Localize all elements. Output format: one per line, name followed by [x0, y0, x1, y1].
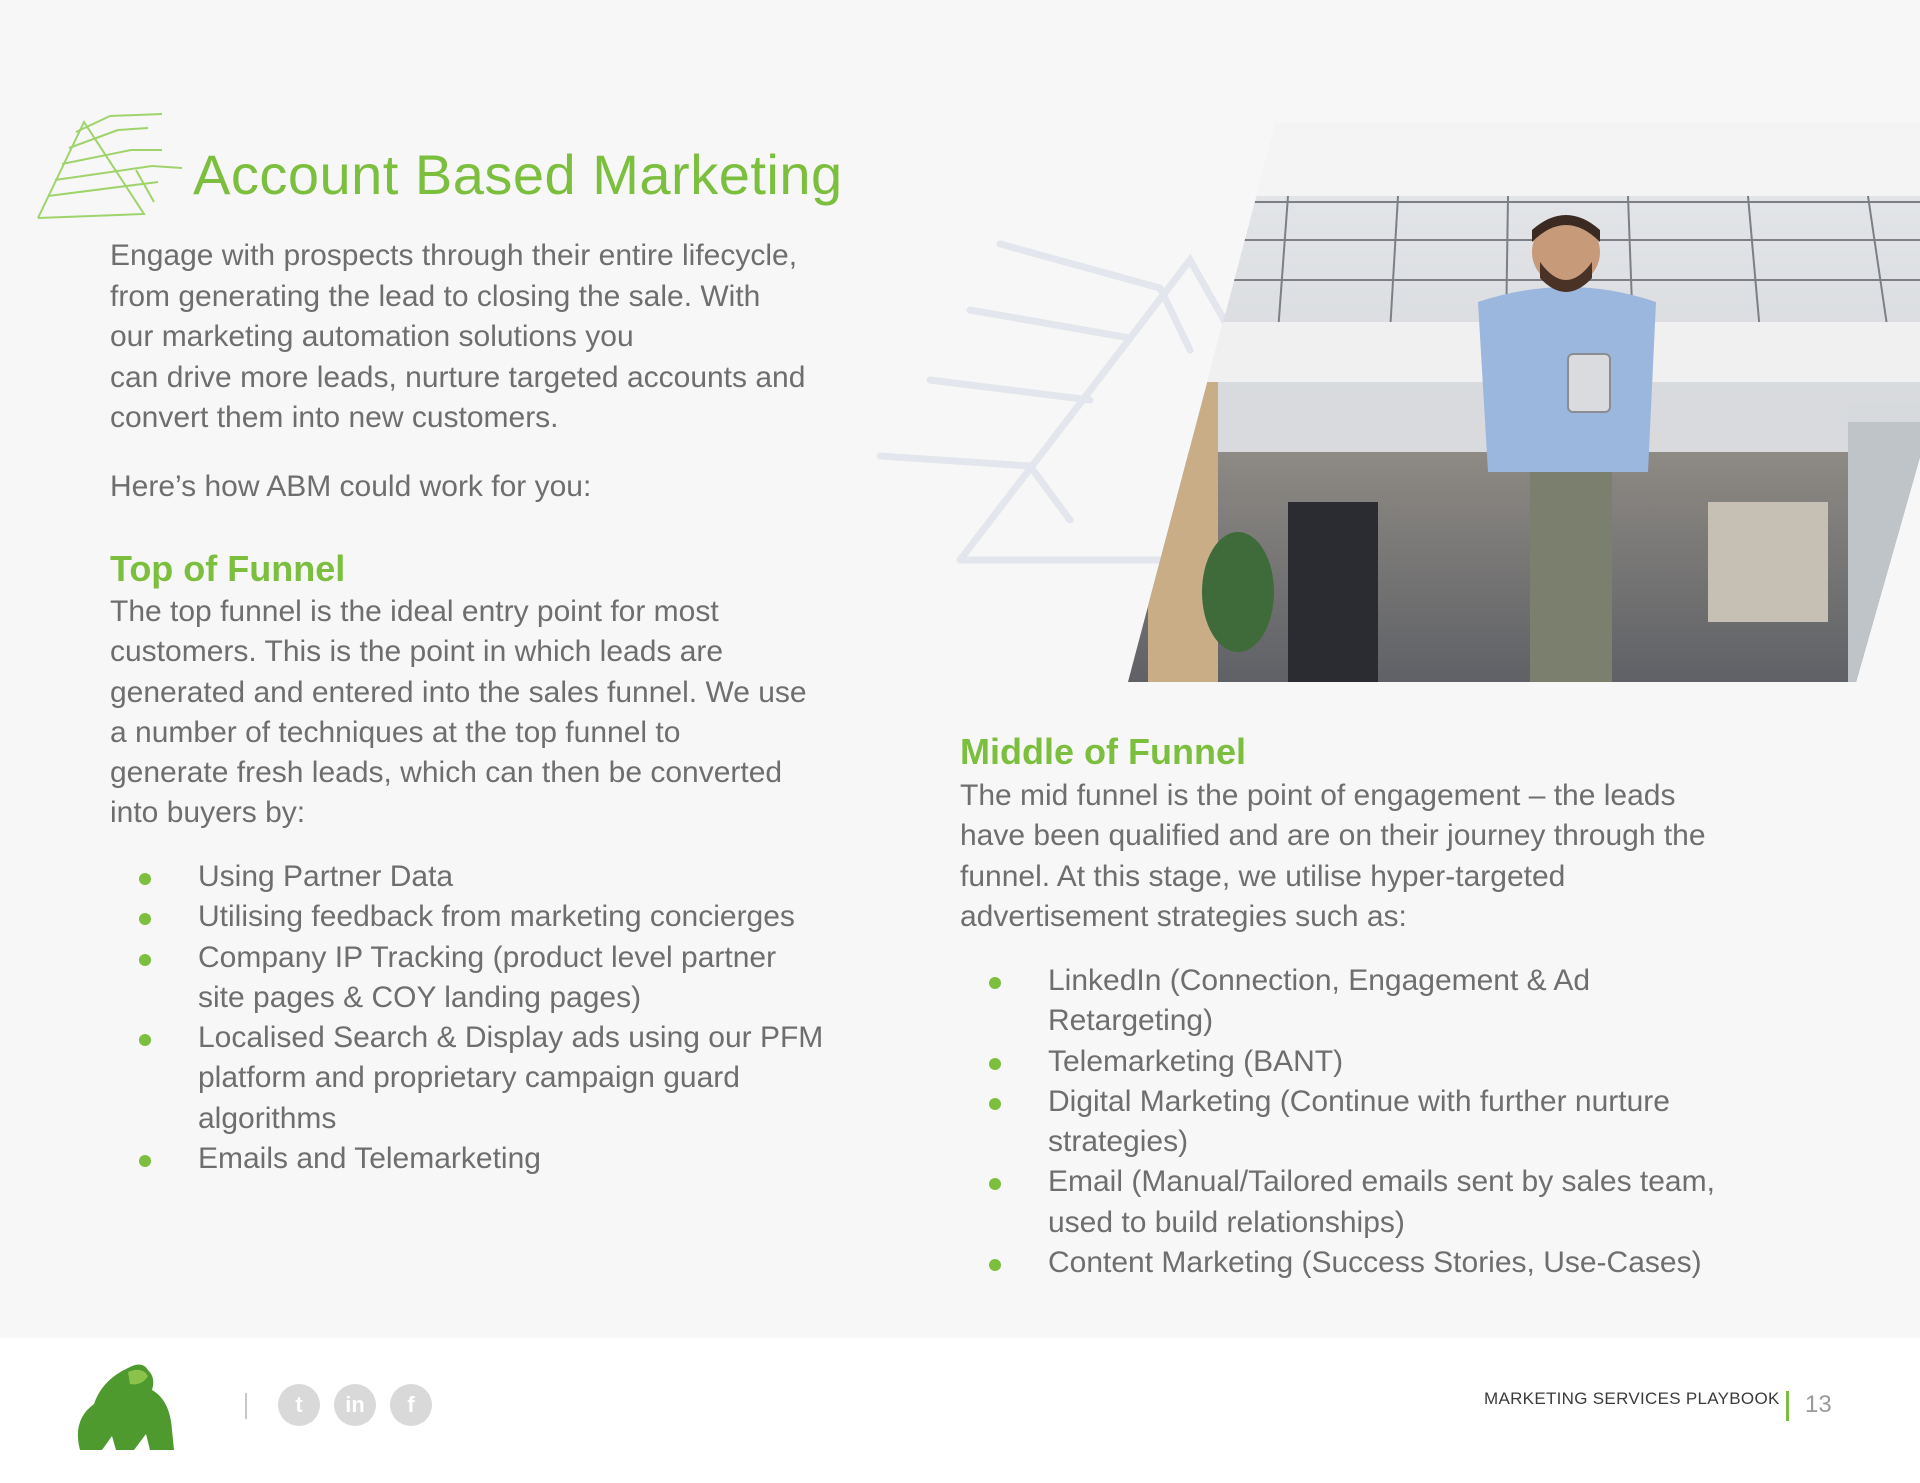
playbook-label: MARKETING SERVICES PLAYBOOK	[1484, 1389, 1780, 1408]
list-item	[110, 938, 910, 1019]
bullet-line: site pages & COY landing pages)	[198, 980, 642, 1014]
bullet-line: Company IP Tracking (product level partner	[198, 940, 777, 974]
middle-funnel-heading: Middle of Funnel	[960, 731, 1246, 772]
middle-funnel-bullets	[960, 961, 1820, 1283]
bullet-line: Utilising feedback from marketing concierges	[198, 900, 795, 934]
bullet-dot	[989, 1259, 1001, 1271]
list-item	[110, 857, 910, 897]
para-line: advertisement strategies such as:	[960, 899, 1407, 933]
linkedin-icon[interactable]: in	[334, 1384, 376, 1426]
bullet-line: platform and proprietary campaign guard	[198, 1061, 740, 1095]
bullet-dot	[139, 954, 151, 966]
office-photo	[1128, 122, 1920, 684]
bullet-line: used to build relationships)	[1048, 1205, 1405, 1239]
list-item	[960, 1042, 1820, 1082]
intro-paragraph	[110, 236, 880, 439]
intro-line: from generating the lead to closing the sale. With	[110, 279, 761, 313]
list-item	[110, 1018, 910, 1139]
page-number-divider	[1786, 1391, 1789, 1421]
page-title: Account Based Marketing	[193, 143, 843, 206]
twitter-icon[interactable]: t	[278, 1384, 320, 1426]
list-item	[960, 1243, 1820, 1283]
list-item	[960, 961, 1820, 1042]
howto-text: Here’s how ABM could work for you:	[110, 470, 592, 503]
list-item	[110, 897, 910, 937]
bullet-line: algorithms	[198, 1101, 337, 1135]
list-item	[110, 1139, 910, 1179]
middle-funnel-paragraph	[960, 776, 1820, 937]
bullet-dot	[989, 1178, 1001, 1190]
intro-line: convert them into new customers.	[110, 401, 559, 434]
para-line: generate fresh leads, which can then be converted	[110, 756, 783, 790]
para-line: a number of techniques at the top funnel to	[110, 715, 681, 749]
bullet-line: Content Marketing (Success Stories, Use-Cases)	[1048, 1246, 1702, 1280]
bullet-line: Using Partner Data	[198, 860, 454, 893]
intro-line: Engage with prospects through their entire lifecycle,	[110, 239, 798, 272]
bullet-dot	[139, 913, 151, 925]
para-line: The top funnel is the ideal entry point for most	[110, 595, 719, 628]
para-line: funnel. At this stage, we utilise hyper-targeted	[960, 859, 1566, 893]
bullet-dot	[139, 873, 151, 885]
para-line: The mid funnel is the point of engagement – the leads	[960, 779, 1676, 812]
bullet-line: Email (Manual/Tailored emails sent by sales team,	[1048, 1165, 1715, 1199]
intro-line: our marketing automation solutions you	[110, 320, 634, 353]
bullet-line: Retargeting)	[1048, 1004, 1214, 1038]
bullet-line: Telemarketing (BANT)	[1048, 1044, 1344, 1078]
bullet-dot	[989, 1098, 1001, 1110]
bullet-dot	[139, 1034, 151, 1046]
bullet-line: Localised Search & Display ads using our PFM	[198, 1021, 824, 1055]
para-line: generated and entered into the sales funnel. We use	[110, 675, 807, 709]
top-funnel-bullets	[110, 857, 910, 1179]
bullet-line: LinkedIn (Connection, Engagement & Ad	[1048, 964, 1591, 997]
page-number: 13	[1805, 1391, 1832, 1418]
gorilla-logo-icon	[72, 1360, 176, 1452]
para-line: customers. This is the point in which leads are	[110, 635, 724, 669]
bullet-dot	[989, 977, 1001, 989]
bullet-dot	[139, 1155, 151, 1167]
footer-divider	[245, 1393, 247, 1419]
para-line: into buyers by:	[110, 796, 306, 830]
bullet-line: Emails and Telemarketing	[198, 1142, 541, 1176]
top-funnel-heading: Top of Funnel	[110, 548, 346, 589]
list-item	[960, 1082, 1820, 1163]
pyramid-lines-icon	[36, 112, 186, 224]
list-item	[960, 1162, 1820, 1243]
para-line: have been qualified and are on their journey through the	[960, 819, 1706, 853]
facebook-icon[interactable]: f	[390, 1384, 432, 1426]
top-funnel-paragraph	[110, 592, 890, 834]
bullet-line: strategies)	[1048, 1125, 1189, 1159]
bullet-dot	[989, 1058, 1001, 1070]
bullet-line: Digital Marketing (Continue with further nurture	[1048, 1084, 1670, 1118]
intro-line: can drive more leads, nurture targeted accounts and	[110, 360, 806, 394]
